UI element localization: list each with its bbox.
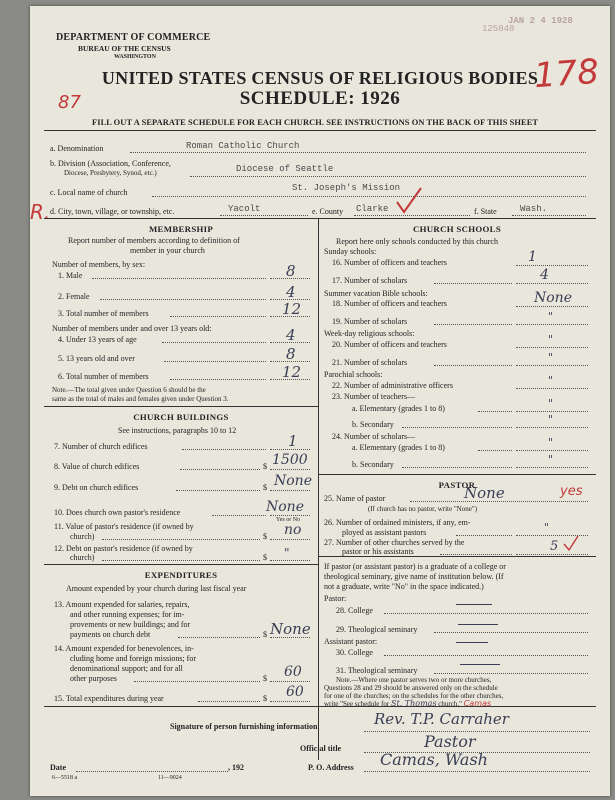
q8-value-value[interactable]: 1500 — [272, 452, 308, 468]
q11-dollar: $ — [263, 532, 267, 541]
q27-label: 27. Number of other churches served by the — [324, 538, 465, 547]
q11-value-label-2: church) — [70, 532, 95, 541]
q14-benevolence-label-2: cluding home and foreign missions; for — [70, 654, 196, 663]
schools-heading: CHURCH SCHOOLS — [412, 224, 502, 234]
division-line — [190, 176, 586, 177]
q22-value[interactable]: " — [548, 374, 554, 387]
q11-value-label: 11. Value of pastor's residence (if owned by — [54, 522, 194, 531]
red-check-icon-2 — [562, 534, 580, 552]
date-line[interactable] — [76, 771, 228, 772]
q23a-value[interactable]: " — [548, 397, 554, 410]
city-name: WASHINGTON — [114, 54, 156, 60]
q18-answer-line — [516, 306, 588, 307]
right-rule-1 — [318, 474, 596, 475]
pastor-note-2: Questions 28 and 29 should be answered only on the schedule — [324, 684, 498, 692]
q25-value[interactable]: None — [464, 484, 505, 502]
q23b-value[interactable]: " — [548, 413, 554, 426]
q10-residence-value[interactable]: None — [266, 499, 304, 515]
q28-dash — [456, 604, 492, 605]
q23a-answer-line — [516, 411, 588, 412]
pastor-subheading: Pastor: — [324, 594, 347, 603]
red-mark-178: 178 — [532, 51, 601, 97]
q4-under13-label: 4. Under 13 years of age — [58, 335, 137, 344]
expenditures-intro: Amount expended by your church during last fiscal year — [66, 584, 247, 593]
q1-leader — [92, 278, 266, 279]
q5-leader — [164, 361, 266, 362]
membership-intro: Report number of members according to definition of — [68, 236, 240, 245]
red-mark-87: 87 — [58, 92, 81, 113]
pastor-heading: PASTOR — [438, 480, 476, 490]
q14-answer-line — [270, 681, 310, 682]
q20-answer-line — [516, 347, 588, 348]
q2-female-value[interactable]: 4 — [286, 283, 296, 301]
q6-total-label: 6. Total number of members — [58, 372, 149, 381]
q14-benevolence-label-3: denominational support; and for all — [70, 664, 183, 673]
q31-dash — [460, 664, 500, 665]
date-year: , 192 — [228, 763, 244, 772]
graduate-instruction-2: theological seminary, give name of institution below. (If — [324, 572, 504, 581]
weekday-schools: Week-day religious schools: — [324, 329, 415, 338]
q9-debt-value[interactable]: None — [274, 473, 312, 489]
membership-heading: MEMBERSHIP — [148, 224, 214, 234]
q14-benevolence-label: 14. Amount expended for benevolences, in- — [54, 644, 194, 653]
q27-value[interactable]: 5 — [550, 539, 559, 554]
q24a-value[interactable]: " — [548, 436, 554, 449]
yes-no-hint: Yes or No — [276, 517, 301, 523]
q21-answer-line — [516, 365, 588, 366]
q10-leader — [212, 515, 266, 516]
q17-answer-line — [516, 283, 588, 284]
q24a-label: a. Elementary (grades 1 to 8) — [352, 443, 445, 452]
received-stamp-date: JAN 2 4 1928 — [508, 16, 573, 26]
q1-male-value[interactable]: 8 — [286, 262, 296, 280]
q28-answer-line[interactable] — [384, 613, 588, 614]
form-title: UNITED STATES CENSUS OF RELIGIOUS BODIES — [101, 68, 539, 88]
q2-female-label: 2. Female — [58, 292, 90, 301]
q9-debt-label: 9. Debt on church edifices — [54, 483, 139, 492]
pastor-note-4b: church." — [438, 700, 462, 708]
q17-label: 17. Number of scholars — [332, 276, 408, 285]
q7-edifices-value[interactable]: 1 — [288, 432, 298, 450]
q21-label: 21. Number of scholars — [332, 358, 408, 367]
q4-under13-value[interactable]: 4 — [286, 326, 296, 344]
form-instruction: FILL OUT A SEPARATE SCHEDULE FOR EACH CHURCH. SEE INSTRUCTIONS ON THE BACK OF THIS SHEET — [92, 118, 539, 127]
q14-dollar: $ — [263, 674, 267, 683]
q27-answer-line — [516, 554, 588, 555]
q25-label: 25. Name of pastor — [324, 494, 386, 503]
q8-leader — [180, 469, 260, 470]
signature-label: Signature of person furnishing information — [170, 722, 318, 731]
q23a-leader — [478, 411, 512, 412]
q25-note: (If church has no pastor, write "None") — [368, 505, 478, 513]
section-rule — [44, 218, 596, 219]
q9-leader — [176, 490, 260, 491]
q3-leader — [170, 316, 266, 317]
q24b-value[interactable]: " — [548, 453, 554, 466]
buildings-intro: See instructions, paragraphs 10 to 12 — [118, 426, 237, 435]
q26-label: 26. Number of ordained ministers, if any, em- — [324, 518, 471, 527]
q17-leader — [434, 283, 512, 284]
q30-dash — [456, 642, 488, 643]
q23b-label: b. Secondary — [352, 420, 394, 429]
membership-note-2: same as the total of males and females given under Question 3. — [52, 395, 229, 403]
denomination-line — [130, 152, 586, 153]
city-value[interactable]: Yacolt — [228, 204, 261, 214]
members-by-age: Number of members under and over 13 years old: — [52, 324, 212, 333]
q7-leader — [182, 449, 266, 450]
q2-leader — [100, 299, 266, 300]
received-stamp-number: 125848 — [482, 24, 515, 34]
q31-answer-line[interactable] — [434, 673, 588, 674]
q29-dash — [458, 624, 498, 625]
q7-edifices-label: 7. Number of church edifices — [54, 442, 148, 451]
summer-schools: Summer vacation Bible schools: — [324, 289, 428, 298]
pastor-note-4 — [324, 700, 491, 708]
q16-label: 16. Number of officers and teachers — [332, 258, 447, 267]
buildings-heading: CHURCH BUILDINGS — [133, 412, 229, 422]
q13-running-value[interactable]: None — [270, 620, 311, 638]
q31-label: 31. Theological seminary — [336, 666, 418, 675]
address-label: P. O. Address — [308, 763, 354, 772]
q24b-answer-line — [516, 467, 588, 468]
census-schedule-sheet — [30, 6, 610, 796]
q13-running-label: 13. Amount expended for salaries, repairs, — [54, 600, 190, 609]
sunday-schools: Sunday schools: — [324, 247, 377, 256]
address-line — [364, 771, 590, 772]
graduate-instruction: If pastor (or assistant pastor) is a graduate of a college or — [324, 562, 506, 571]
q23-label: 23. Number of teachers— — [332, 392, 416, 401]
official-title-value[interactable]: Pastor — [424, 732, 476, 751]
state-line — [512, 215, 586, 216]
q14-benevolence-value[interactable]: 60 — [284, 664, 302, 680]
left-rule-1 — [44, 406, 318, 407]
q12-debt-label-2: church) — [70, 553, 95, 562]
q17-value[interactable]: 4 — [540, 267, 549, 283]
q27-leader — [440, 554, 512, 555]
local-name-label: c. Local name of church — [50, 188, 128, 197]
q19-answer-line — [516, 324, 588, 325]
local-name-line — [152, 196, 586, 197]
q14-benevolence-label-4: other purposes — [70, 674, 117, 683]
q13-leader — [178, 637, 260, 638]
left-rule-2 — [44, 564, 318, 565]
division-label-2: Diocese, Presbytery, Synod, etc.) — [64, 169, 157, 177]
q29-label: 29. Theological seminary — [336, 625, 418, 634]
pastor-note-hand: St. Thomas — [391, 699, 437, 708]
q12-dollar: $ — [263, 553, 267, 562]
q26-value[interactable]: " — [544, 521, 550, 534]
q24b-label: b. Secondary — [352, 460, 394, 469]
q5-over13-value[interactable]: 8 — [286, 345, 296, 363]
denomination-label: a. Denomination — [50, 144, 104, 153]
q8-value-label: 8. Value of church edifices — [54, 462, 140, 471]
q21-value[interactable]: " — [548, 351, 554, 364]
q26-label-2: ployed as assistant pastors — [342, 528, 427, 537]
bureau-name: BUREAU OF THE CENSUS — [78, 44, 171, 53]
right-rule-2 — [318, 556, 596, 557]
q15-answer-line — [270, 701, 310, 702]
graduate-instruction-3: not a graduate, write "No" in the space indicated.) — [324, 582, 484, 591]
parochial-schools: Parochial schools: — [324, 370, 383, 379]
q20-label: 20. Number of officers and teachers — [332, 340, 447, 349]
q23b-answer-line — [516, 427, 588, 428]
q12-leader — [102, 560, 260, 561]
q24a-answer-line — [516, 450, 588, 451]
red-check-icon — [394, 186, 424, 216]
q26-leader — [456, 535, 512, 536]
q22-label: 22. Number of administrative officers — [332, 381, 453, 390]
q29-answer-line[interactable] — [434, 632, 588, 633]
q9-answer-line — [270, 490, 310, 491]
department-name: DEPARTMENT OF COMMERCE — [56, 32, 211, 43]
q6-total-value[interactable]: 12 — [282, 363, 302, 381]
division-label: b. Division (Association, Conference, — [50, 159, 171, 168]
q20-value[interactable]: " — [548, 333, 554, 346]
q24-label: 24. Number of scholars— — [332, 432, 416, 441]
bottom-rule — [44, 706, 596, 707]
members-by-sex: Number of members, by sex: — [52, 260, 146, 269]
q5-over13-label: 5. 13 years old and over — [58, 354, 135, 363]
pastor-note-3: for one of the churches; on the schedules for the other churches, — [324, 692, 504, 700]
membership-note: Note.—The total given under Question 6 should be the — [52, 386, 206, 394]
q3-total-value[interactable]: 12 — [282, 300, 302, 318]
q16-answer-line — [516, 265, 588, 266]
q23a-label: a. Elementary (grades 1 to 8) — [352, 404, 445, 413]
q6-leader — [170, 379, 266, 380]
red-mark-r: R. — [30, 200, 51, 224]
q8-answer-line — [270, 469, 310, 470]
q13-running-label-2: and other running expenses; for im- — [70, 610, 185, 619]
signature-line — [364, 731, 590, 732]
q15-dollar: $ — [263, 694, 267, 703]
assistant-pastor-subheading: Assistant pastor: — [324, 637, 378, 646]
q9-dollar: $ — [263, 483, 267, 492]
expenditures-heading: EXPENDITURES — [144, 570, 218, 580]
q30-answer-line[interactable] — [384, 655, 588, 656]
state-label: f. State — [474, 207, 497, 216]
pastor-note-hand-2: Camas — [463, 699, 492, 708]
membership-intro-2: member in your church — [130, 246, 205, 255]
q18-label: 18. Number of officers and teachers — [332, 299, 447, 308]
q3-total-label: 3. Total number of members — [58, 309, 149, 318]
q11-answer-line — [270, 539, 310, 540]
q12-debt-value[interactable]: " — [284, 546, 290, 560]
state-value[interactable]: Wash. — [520, 204, 548, 214]
q28-label: 28. College — [336, 606, 373, 615]
q11-value-value[interactable]: no — [284, 522, 302, 538]
county-value[interactable]: Clarke — [356, 204, 389, 214]
q12-debt-label: 12. Debt on pastor's residence (if owned by — [54, 544, 193, 553]
q4-leader — [162, 342, 266, 343]
local-name-value[interactable]: St. Joseph's Mission — [292, 183, 401, 193]
q1-male-label: 1. Male — [58, 271, 83, 280]
q21-leader — [434, 365, 512, 366]
signature-value[interactable]: Rev. T.P. Carraher — [374, 710, 509, 728]
q24a-leader — [478, 450, 512, 451]
q19-label: 19. Number of scholars — [332, 317, 408, 326]
q15-total-value[interactable]: 60 — [286, 684, 304, 700]
q16-value[interactable]: 1 — [528, 249, 537, 265]
q13-running-label-3: provements or new buildings; and for — [70, 620, 191, 629]
q13-dollar: $ — [263, 630, 267, 639]
q12-answer-line — [270, 560, 310, 561]
q10-residence-label: 10. Does church own pastor's residence — [54, 508, 181, 517]
county-label: e. County — [312, 207, 344, 216]
print-number: 11—9024 — [158, 775, 182, 781]
pastor-note-4a: write "See schedule for — [324, 700, 390, 708]
city-line — [220, 215, 308, 216]
q19-value[interactable]: " — [548, 310, 554, 323]
pastor-note: Note.—Where one pastor serves two or more churches, — [336, 676, 492, 684]
q25-red-mark: yes — [560, 484, 583, 499]
schools-intro: Report here only schools conducted by this church — [336, 237, 498, 246]
official-title-label: Official title — [300, 744, 342, 753]
division-value[interactable]: Diocese of Seattle — [236, 164, 334, 174]
address-value[interactable]: Camas, Wash — [380, 750, 488, 769]
q11-leader — [102, 539, 260, 540]
q18-value[interactable]: None — [534, 290, 572, 306]
q22-answer-line — [516, 388, 588, 389]
date-label: Date — [50, 763, 66, 772]
header-rule — [44, 130, 596, 131]
q14-leader — [134, 681, 260, 682]
q30-label: 30. College — [336, 648, 373, 657]
form-schedule: SCHEDULE: 1926 — [239, 88, 401, 109]
q8-dollar: $ — [263, 462, 267, 471]
q24b-leader — [402, 467, 512, 468]
q13-running-label-4: payments on church debt — [70, 630, 151, 639]
q19-leader — [434, 324, 512, 325]
denomination-value[interactable]: Roman Catholic Church — [186, 141, 300, 151]
city-label: d. City, town, village, or township, etc. — [50, 207, 175, 216]
form-number: 6—5518 a — [52, 775, 78, 781]
q27-label-2: pastor or his assistants — [342, 547, 414, 556]
q23b-leader — [402, 427, 512, 428]
q15-leader — [198, 701, 260, 702]
q15-total-label: 15. Total expenditures during year — [54, 694, 164, 703]
